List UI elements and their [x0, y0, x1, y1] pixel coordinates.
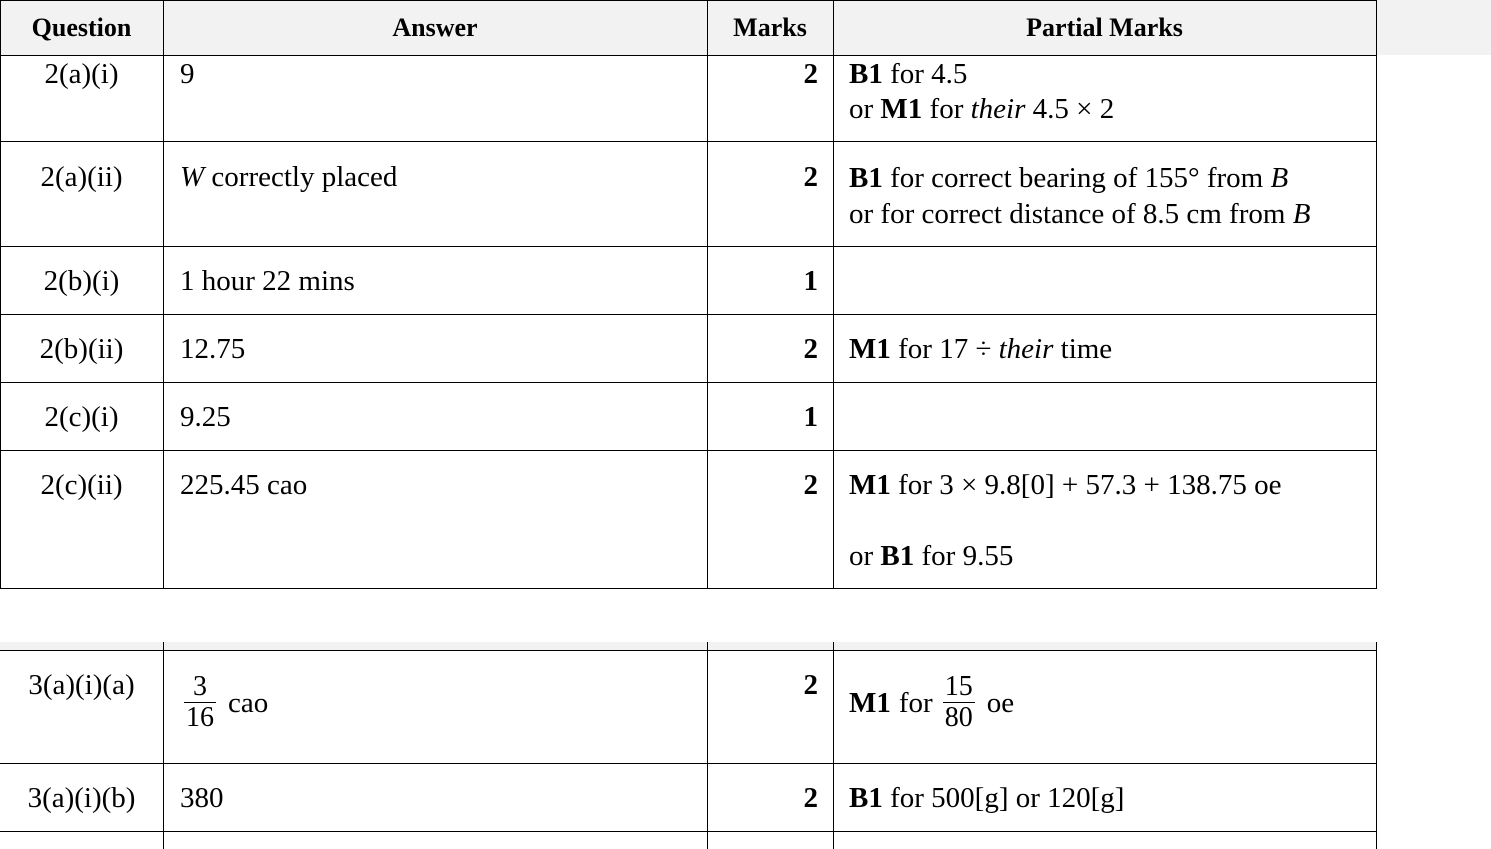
- partial-fraction: [943, 672, 975, 733]
- mark-code: B1: [849, 162, 883, 194]
- partial-text: for 500[g] or 120[g]: [890, 782, 1125, 814]
- answer-text: [184, 672, 268, 733]
- question-number: 2(a)(ii): [40, 161, 123, 193]
- partial-text-italic: B: [1292, 198, 1311, 230]
- partial-text: oe: [986, 686, 1015, 719]
- column-header-partial-marks: Partial Marks: [833, 0, 1376, 55]
- partial-marks-line: [849, 196, 1310, 232]
- row-divider: [0, 831, 1377, 832]
- partial-text: for 17 ÷: [898, 333, 992, 365]
- table-border: [0, 0, 1377, 1]
- answer-text: 9.25: [180, 401, 231, 433]
- row-divider: [0, 382, 1377, 383]
- partial-marks-line: [849, 331, 1112, 367]
- row-divider: [0, 141, 1377, 142]
- header-strip-extension: [1376, 0, 1491, 55]
- question-number: 2(c)(ii): [40, 469, 123, 501]
- mark-code: M1: [880, 93, 923, 125]
- mark-code: M1: [849, 333, 891, 365]
- partial-text: or: [849, 540, 874, 572]
- partial-text: or for correct distance of 8.5 cm from: [849, 198, 1286, 230]
- answer-text-plain: correctly placed: [204, 161, 398, 193]
- answer-text: 380: [180, 782, 224, 814]
- mark-code: B1: [849, 58, 883, 90]
- column-header-marks: Marks: [707, 0, 833, 55]
- answer-text: [180, 159, 397, 195]
- column-divider: [833, 642, 834, 849]
- partial-text: or: [849, 93, 874, 125]
- row-divider: [0, 650, 1377, 651]
- partial-text: for: [929, 93, 964, 125]
- question-number: 2(b)(ii): [39, 333, 124, 365]
- column-divider: [1376, 0, 1377, 589]
- answer-text: 1 hour 22 mins: [180, 265, 355, 297]
- partial-text-italic: their: [998, 333, 1054, 365]
- column-divider: [1376, 642, 1377, 849]
- partial-marks-line: [849, 672, 1014, 733]
- marks-value: 2: [803, 669, 818, 701]
- table-border: [0, 55, 1377, 56]
- mark-code: B1: [880, 540, 915, 572]
- fraction-numerator: 3: [193, 671, 207, 702]
- question-number: 2(a)(i): [44, 58, 119, 90]
- question-number: 2(c)(i): [44, 401, 119, 433]
- partial-text: for correct bearing of 155° from: [890, 162, 1264, 194]
- row-divider: [0, 246, 1377, 247]
- marks-value: 1: [803, 265, 818, 297]
- partial-text-italic: B: [1270, 162, 1289, 194]
- column-header-question: Question: [0, 0, 163, 55]
- partial-text: for 9.55: [921, 540, 1014, 572]
- table-border: [0, 588, 1377, 589]
- partial-text-italic: their: [970, 93, 1026, 125]
- question-number: 2(b)(i): [43, 265, 120, 297]
- column-divider: [163, 0, 164, 589]
- partial-text: time: [1060, 333, 1113, 365]
- fraction-denominator: 16: [186, 702, 214, 733]
- fraction-numerator: 15: [944, 671, 973, 702]
- partial-marks-line: [849, 91, 1114, 127]
- marks-value: 2: [803, 333, 818, 365]
- mark-code: B1: [849, 782, 883, 814]
- partial-marks-line: [849, 467, 1281, 503]
- row-divider: [0, 314, 1377, 315]
- partial-marks-line: [849, 780, 1124, 816]
- marks-value: 2: [803, 58, 818, 90]
- answer-text: 9: [180, 58, 195, 90]
- answer-fraction: [184, 672, 216, 733]
- mark-code: M1: [849, 469, 891, 501]
- marks-value: 2: [803, 161, 818, 193]
- marks-value: 1: [803, 401, 818, 433]
- fraction-denominator: 80: [944, 702, 973, 733]
- partial-marks-line: [849, 56, 967, 92]
- partial-text: for: [898, 686, 933, 719]
- partial-marks-line: [849, 538, 1013, 574]
- page-break-strip: [0, 642, 1376, 650]
- answer-text: 225.45 cao: [180, 469, 308, 501]
- mark-code: M1: [849, 686, 891, 719]
- column-divider: [833, 0, 834, 589]
- partial-text: 4.5 × 2: [1032, 93, 1115, 125]
- partial-text: for 4.5: [890, 58, 968, 90]
- question-number: 3(a)(i)(a): [28, 669, 135, 701]
- answer-text: 12.75: [180, 333, 246, 365]
- partial-text: for 3 × 9.8[0] + 57.3 + 138.75 oe: [898, 469, 1282, 501]
- answer-text-plain: cao: [228, 686, 269, 719]
- question-number: 3(a)(i)(b): [27, 782, 136, 814]
- row-divider: [0, 450, 1377, 451]
- row-divider: [0, 763, 1377, 764]
- partial-marks-line: [849, 160, 1288, 196]
- column-divider: [163, 642, 164, 849]
- marks-value: 2: [803, 782, 818, 814]
- column-header-answer: Answer: [163, 0, 707, 55]
- answer-text-italic: W: [180, 161, 205, 193]
- marks-value: 2: [803, 469, 818, 501]
